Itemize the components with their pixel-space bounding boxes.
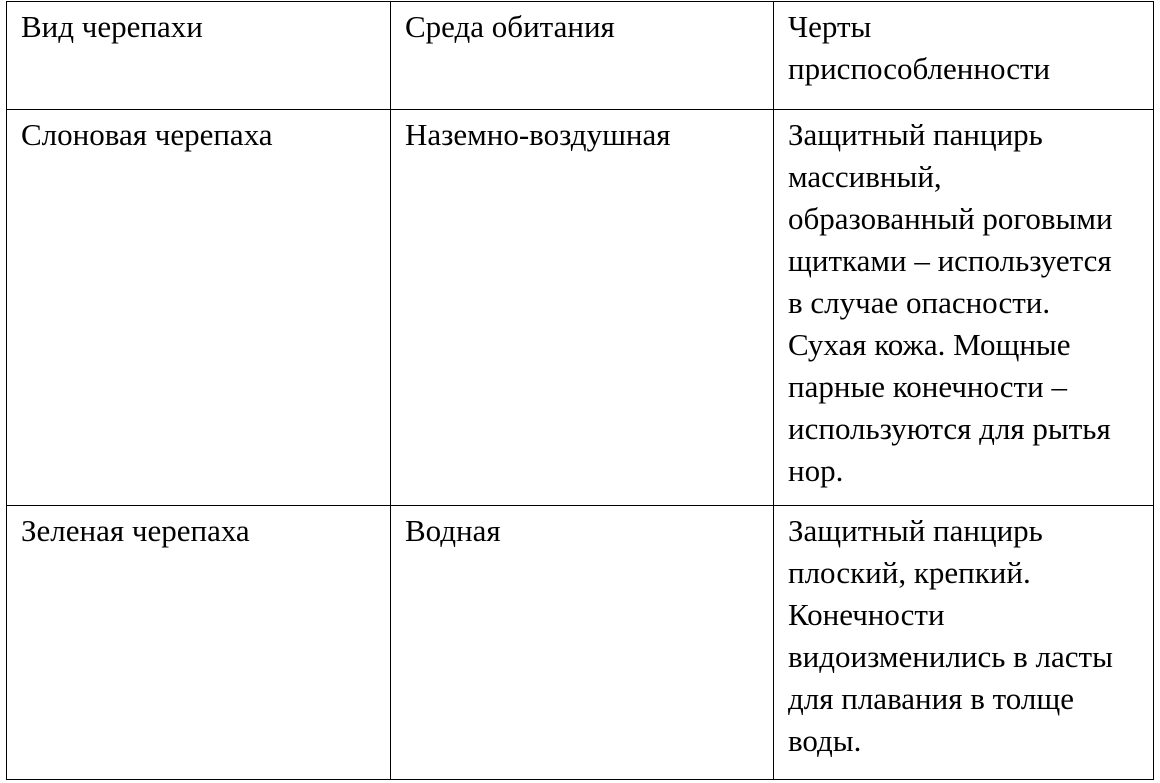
header-species-label: Вид черепахи (21, 9, 203, 44)
table-header-row (7, 2, 1154, 110)
habitat-name: Наземно-воздушная (405, 117, 671, 152)
cell-habitat (391, 506, 774, 780)
cell-traits (774, 506, 1154, 780)
header-traits-label: Черты приспособленности (788, 9, 1051, 86)
traits-text: Защитный панцирь массивный, образованный роговыми щитками – используется в случае опасности. Сухая кожа. Мощные парные конечности – используются для рытья нор. (788, 117, 1113, 488)
cell-habitat (391, 110, 774, 506)
cell-traits (774, 110, 1154, 506)
species-name: Зеленая черепаха (21, 513, 250, 548)
table-row (7, 110, 1154, 506)
table-row (7, 506, 1154, 780)
cell-species (7, 506, 391, 780)
cell-species (7, 110, 391, 506)
header-cell-habitat (391, 2, 774, 110)
traits-text: Защитный панцирь плоский, крепкий. Конечности видоизменились в ласты для плавания в толще воды. (788, 513, 1113, 758)
species-name: Слоновая черепаха (21, 117, 273, 152)
header-cell-traits (774, 2, 1154, 110)
turtle-adaptation-table (6, 1, 1154, 780)
habitat-name: Водная (405, 513, 501, 548)
header-habitat-label: Среда обитания (405, 9, 615, 44)
header-cell-species (7, 2, 391, 110)
